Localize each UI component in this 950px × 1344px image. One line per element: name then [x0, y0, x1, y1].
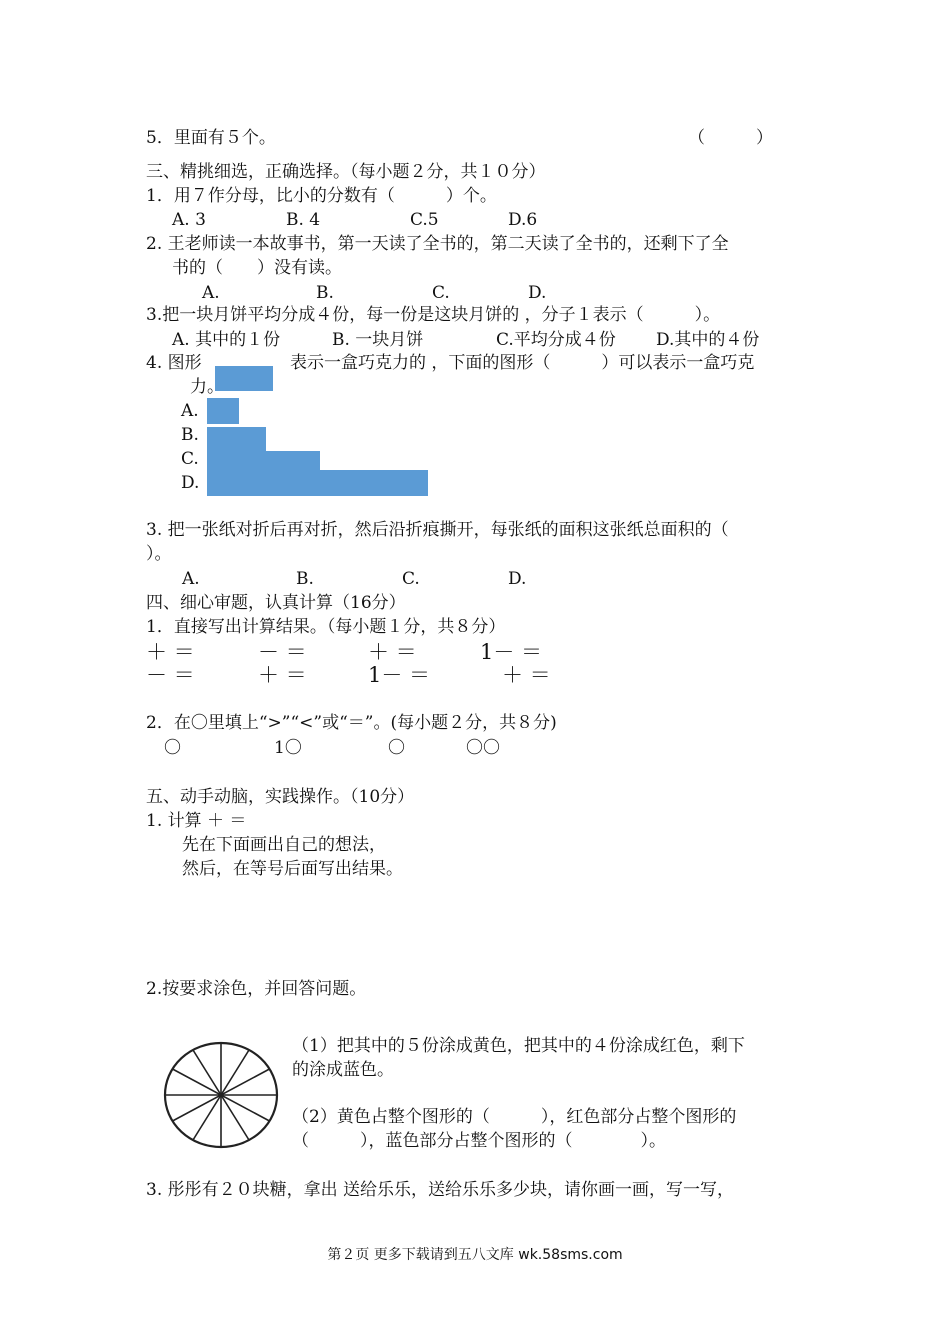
s3-q3-option-a: A. 其中的１份	[172, 330, 281, 350]
s3-q3-option-d: D.其中的４份	[656, 330, 760, 350]
s3-q4-option-a: A.	[181, 401, 199, 421]
s3-q2-line2: 书的（ ）没有读。	[172, 258, 342, 278]
s5-q1-text: 1. 计算 ＋ ＝	[146, 811, 247, 831]
s3-q3-text: 3.把一块月饼平均分成４份，每一份是这块月饼的 ，分子１表示（ ）。	[146, 305, 721, 325]
divided-circle-figure	[160, 1038, 282, 1152]
s5-q3-text: 3. 彤彤有２０块糖，拿出 送给乐乐，送给乐乐多少块，请你画一画，写一写，	[146, 1180, 735, 1200]
s5-q1-line2: 先在下面画出自己的想法，	[182, 835, 386, 855]
s3-q1-option-b: B. 4	[286, 210, 321, 230]
s3-q2-option-a: A.	[202, 283, 220, 303]
option-a-bar	[207, 398, 239, 424]
s3-q1-text: 1．用７作分母，比小的分数有（ ）个。	[146, 186, 497, 206]
s3-q3b-option-c: C.	[402, 569, 420, 589]
calc-r2-c1: － ＝	[146, 663, 195, 687]
s4-q1-text: 1．直接写出计算结果。（每小题１分，共８分）	[146, 617, 506, 637]
s3-q3-option-b: B. 一块月饼	[332, 330, 424, 350]
calc-r1-c2: － ＝	[258, 640, 307, 664]
calc-r2-c3: 1－ ＝	[368, 663, 431, 687]
s3-q3b-line1: 3. 把一张纸对折后再对折，然后沿折痕撕开，每张纸的面积这张纸总面积的（	[146, 520, 729, 540]
compare-item-1: 〇	[164, 738, 181, 758]
page-footer: 第２页 更多下载请到五八文库 wk.58sms.com	[327, 1247, 623, 1263]
s3-q4-text: 4. 图形	[146, 353, 202, 373]
option-b-bar	[207, 427, 266, 453]
s3-q2-option-d: D.	[528, 283, 547, 303]
s3-q1-option-c: C.5	[410, 210, 439, 230]
s5-q2-part1-line2: 的涂成蓝色。	[292, 1060, 394, 1080]
s4-q2-text: 2．在〇里填上“>”“<”或“＝”。(每小题２分，共８分)	[146, 713, 557, 733]
calc-r1-c4: 1－ ＝	[480, 640, 543, 664]
calc-r1-c3: ＋ ＝	[368, 640, 417, 664]
s3-q4-option-b: B.	[181, 425, 199, 445]
section4-heading: 四、细心审题，认真计算（16分）	[146, 593, 406, 613]
calc-r2-c2: ＋ ＝	[258, 663, 307, 687]
s5-q2-part1-line1: （1）把其中的５份涂成黄色，把其中的４份涂成红色，剩下	[292, 1036, 745, 1056]
q5-answer-blank: （ ）	[688, 128, 773, 148]
s3-q3b-option-d: D.	[508, 569, 527, 589]
s3-q3-option-c: C.平均分成４份	[496, 330, 616, 350]
s3-q2-option-c: C.	[432, 283, 450, 303]
s3-q4-option-d: D.	[181, 473, 200, 493]
calc-r1-c1: ＋ ＝	[146, 640, 195, 664]
s3-q3b-option-b: B.	[296, 569, 314, 589]
s3-q3b-line2: ）。	[146, 544, 172, 564]
compare-item-2: 1〇	[274, 738, 302, 758]
s5-q1-line3: 然后，在等号后面写出结果。	[182, 859, 403, 879]
s3-q4-line2: 力。	[190, 377, 224, 397]
s3-q3b-option-a: A.	[182, 569, 200, 589]
s5-q2-part2-line2: （ ），蓝色部分占整个图形的（ ）。	[292, 1131, 666, 1151]
section5-heading: 五、动手动脑，实践操作。（10分）	[146, 787, 415, 807]
s3-q2-option-b: B.	[316, 283, 334, 303]
s3-q2-line1: 2. 王老师读一本故事书，第一天读了全书的，第二天读了全书的，还剩下了全	[146, 234, 729, 254]
q5-text: 5．里面有５个。	[146, 128, 276, 148]
compare-item-3: 〇	[388, 738, 405, 758]
calc-r2-c4: ＋ ＝	[502, 663, 551, 687]
s3-q4-option-c: C.	[181, 449, 199, 469]
compare-item-4: 〇〇	[466, 738, 500, 758]
option-d-bar	[207, 470, 428, 496]
s5-q2-part2-line1: （2）黄色占整个图形的（ ），红色部分占整个图形的	[292, 1107, 737, 1127]
s5-q2-text: 2.按要求涂色，并回答问题。	[146, 979, 367, 999]
section3-heading: 三、精挑细选，正确选择。（每小题２分，共１０分）	[146, 162, 546, 182]
s3-q4-text2: 表示一盒巧克力的 ，下面的图形（ ）可以表示一盒巧克	[290, 353, 755, 373]
s3-q1-option-a: A. 3	[172, 210, 206, 230]
s3-q1-option-d: D.6	[508, 210, 538, 230]
